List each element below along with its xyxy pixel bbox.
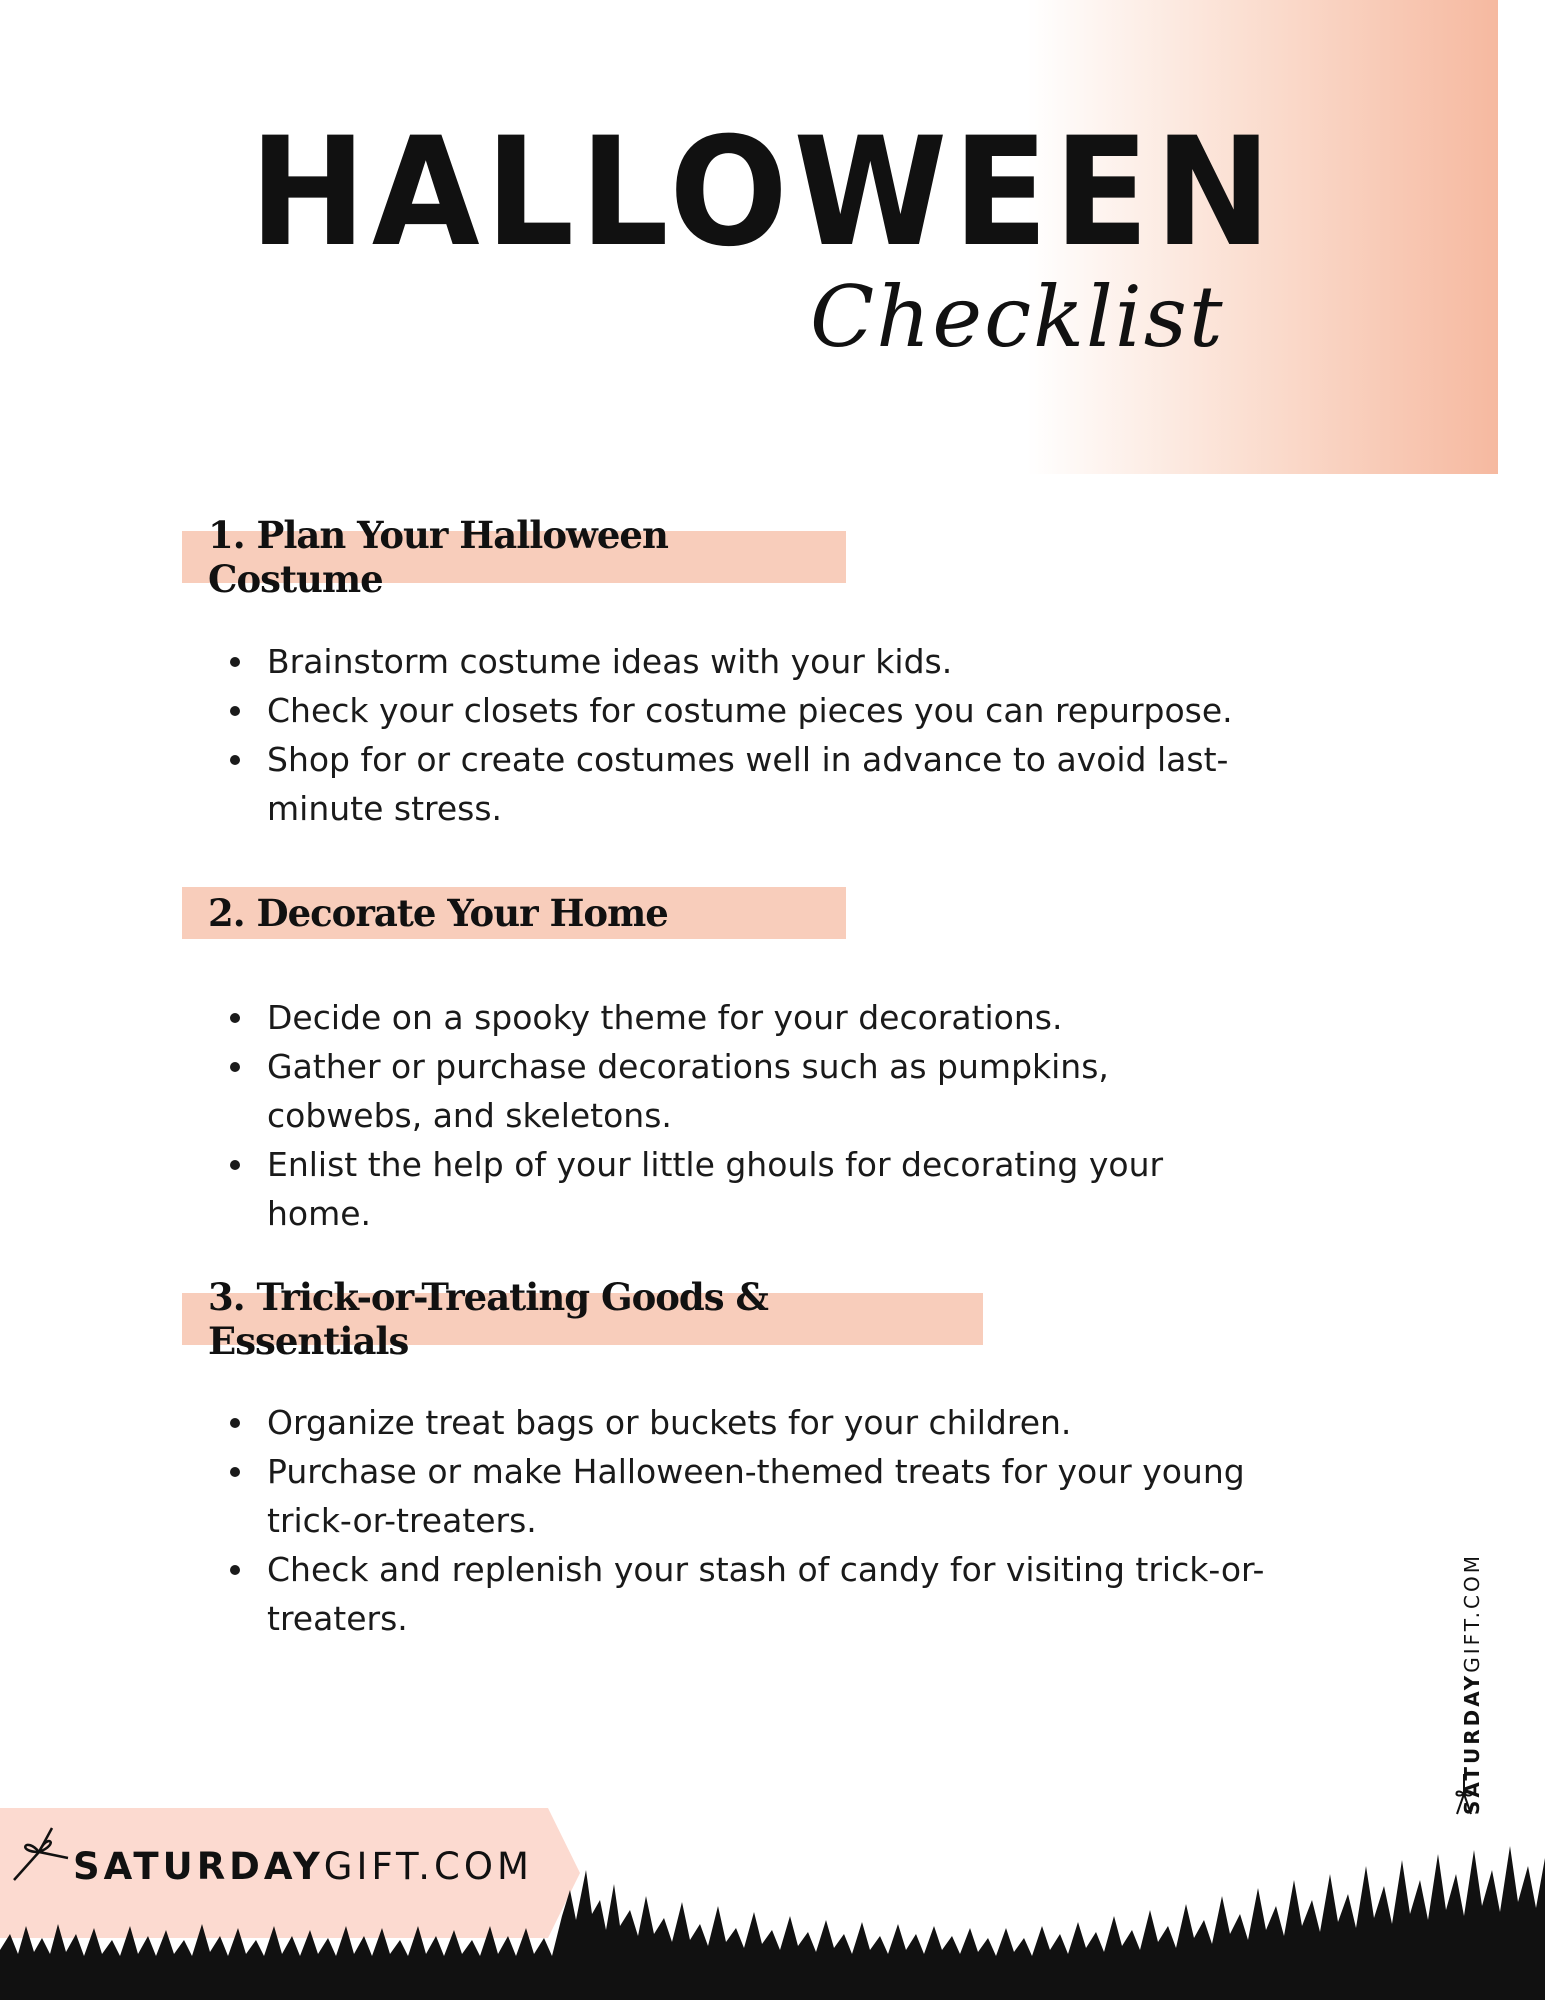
bullet-icon	[230, 1160, 240, 1170]
list-item	[230, 1140, 1163, 1189]
list-item	[230, 637, 1233, 686]
section-heading-costume: 1. Plan Your Halloween Costume	[182, 531, 846, 583]
bullet-icon	[230, 1013, 240, 1023]
bullet-icon	[230, 657, 240, 667]
list-item-continuation	[230, 784, 1233, 833]
page-title: HALLOWEEN	[249, 106, 1277, 280]
list-item-text: Check your closets for costume pieces you can repurpose.	[267, 691, 1233, 730]
bullet-icon	[230, 706, 240, 716]
list-item-text: Organize treat bags or buckets for your children.	[267, 1403, 1072, 1442]
list-item	[230, 735, 1233, 784]
list-item-continuation	[230, 1496, 1264, 1545]
list-item	[230, 1545, 1264, 1594]
grass-silhouette-decoration	[0, 1830, 1545, 2000]
section-heading-decorate: 2. Decorate Your Home	[182, 887, 846, 939]
list-item-text: Check and replenish your stash of candy for visiting trick-or-	[267, 1550, 1265, 1589]
list-item-text: Enlist the help of your little ghouls for decorating your	[267, 1145, 1164, 1184]
brand-name-bold: SATURDAY	[73, 1845, 324, 1888]
trick-or-treat-list	[230, 1398, 1264, 1643]
side-brand-rest: GIFT.COM	[1460, 1553, 1484, 1673]
list-item-text: treaters.	[267, 1599, 408, 1638]
costume-list	[230, 637, 1233, 833]
list-item-text: cobwebs, and skeletons.	[267, 1096, 672, 1135]
list-item-continuation	[230, 1091, 1163, 1140]
list-item-continuation	[230, 1594, 1264, 1643]
list-item-text: Gather or purchase decorations such as pumpkins,	[267, 1047, 1109, 1086]
bullet-icon	[230, 1565, 240, 1575]
list-item-text: minute stress.	[267, 789, 503, 828]
decorate-list	[230, 993, 1163, 1238]
list-item	[230, 1042, 1163, 1091]
list-item-text: Brainstorm costume ideas with your kids.	[267, 642, 953, 681]
bullet-icon	[230, 1467, 240, 1477]
list-item-text: Shop for or create costumes well in advance to avoid last-	[267, 740, 1229, 779]
list-item	[230, 1447, 1264, 1496]
page-subtitle: Checklist	[810, 268, 1225, 366]
list-item-text: trick-or-treaters.	[267, 1501, 537, 1540]
list-item-continuation	[230, 1189, 1163, 1238]
list-item	[230, 993, 1163, 1042]
list-item	[230, 1398, 1264, 1447]
bullet-icon	[230, 755, 240, 765]
list-item	[230, 686, 1233, 735]
list-item-text: Purchase or make Halloween-themed treats for your young	[267, 1452, 1245, 1491]
section-heading-trick-or-treat: 3. Trick-or-Treating Goods & Essentials	[182, 1293, 983, 1345]
ribbon-bow-icon	[1451, 1772, 1477, 1816]
brand-name-rest: GIFT.COM	[323, 1845, 533, 1888]
side-brand-bold: SATURDAY	[1460, 1672, 1484, 1815]
bullet-icon	[230, 1062, 240, 1072]
bullet-icon	[230, 1418, 240, 1428]
list-item-text: Decide on a spooky theme for your decorations.	[267, 998, 1063, 1037]
list-item-text: home.	[267, 1194, 372, 1233]
